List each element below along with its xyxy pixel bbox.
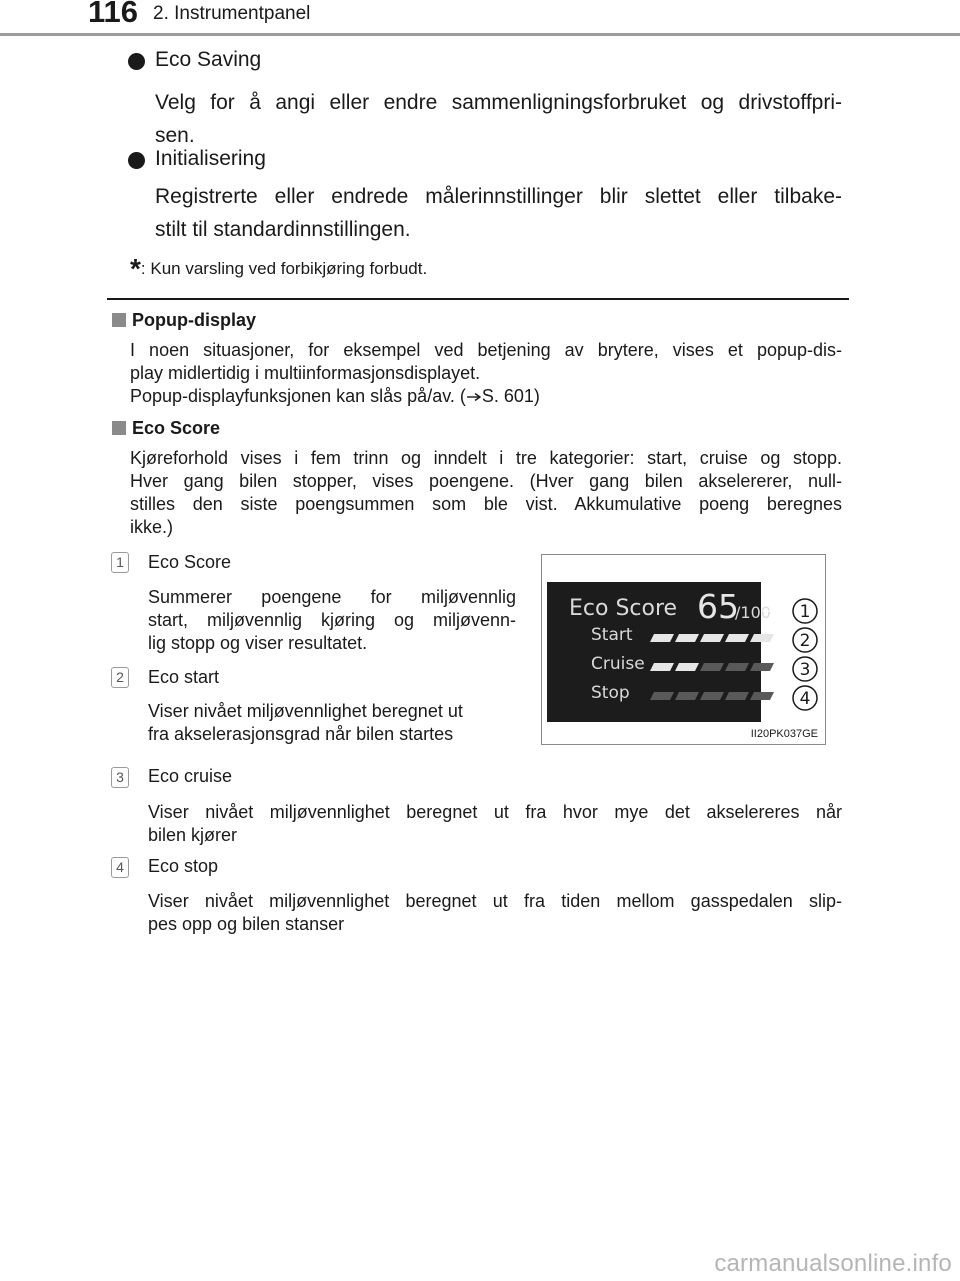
callout-number: 4 (799, 689, 811, 709)
level-segment (700, 692, 724, 700)
popup-section-text (130, 339, 842, 408)
level-segment (725, 692, 749, 700)
eco-score-display (547, 582, 820, 722)
text-line: Velg for å angi eller endre sammenligningsforbruket og drivstoffpri- (155, 91, 842, 114)
item-title-eco-start: Eco start (148, 667, 220, 687)
bullet-title: Eco Saving (155, 48, 262, 71)
item-desc-eco-stop (148, 890, 842, 936)
section-divider (107, 298, 849, 300)
footnote-marker: * (130, 253, 141, 284)
bullet-initialisering-text (155, 180, 842, 246)
display-title: Eco Score (569, 596, 678, 621)
level-segment (725, 663, 749, 671)
section-square-icon (112, 421, 126, 435)
figure-code: II20PK037GE (750, 728, 818, 740)
page-reference: S. 601) (481, 386, 540, 406)
bullet-title: Initialisering (155, 147, 266, 170)
text-line: pes opp og bilen stanser (148, 914, 345, 934)
header-divider (0, 33, 960, 36)
footnote (130, 249, 428, 284)
item-number: 3 (111, 767, 129, 788)
section-heading-text: Popup-display (132, 310, 257, 330)
text-line: stilt til standardinnstillingen. (155, 218, 411, 241)
text-line: lig stopp og viser resultatet. (148, 633, 368, 653)
text-line: Registrerte eller endrede målerinnstillinger blir slettet eller tilbake- (155, 185, 842, 208)
level-segment (650, 634, 674, 642)
item-number: 1 (111, 552, 129, 573)
chapter-title: 2. Instrumentpanel (153, 3, 311, 24)
bullet-dot-icon (128, 152, 145, 169)
level-segment (700, 663, 724, 671)
text-line: I noen situasjoner, for eksempel ved betjening av brytere, vises et popup-dis- (130, 340, 842, 360)
bullet-eco-saving-text (155, 86, 842, 152)
text-line: stilles den siste poengsummen som ble vist. Akkumulative poeng beregnes (130, 494, 842, 514)
text-line: Hver gang bilen stopper, vises poengene. (Hver gang bilen akselererer, null- (130, 471, 842, 491)
section-heading-text: Eco Score (132, 418, 221, 438)
eco-section-text (130, 447, 842, 539)
text-line: Summerer poengene for miljøvennlig (148, 587, 516, 607)
footnote-text: : Kun varsling ved forbikjøring forbudt. (140, 259, 428, 278)
level-segment (675, 663, 699, 671)
display-row-label: Stop (591, 683, 630, 703)
text-line: Kjøreforhold vises i fem trinn og inndelt i tre kategorier: start, cruise og stopp. (130, 448, 842, 468)
text-fragment: Popup-displayfunksjonen kan slås på/av. ( (130, 386, 466, 406)
display-score-max: /100 (735, 603, 771, 622)
page-number: 116 (88, 0, 139, 29)
display-row-label: Start (591, 625, 633, 645)
callout-number: 3 (799, 660, 811, 680)
level-segment (750, 634, 774, 642)
text-line: bilen kjører (148, 825, 238, 845)
text-line: start, miljøvennlig kjøring og miljøvenn- (148, 610, 516, 630)
callout-number: 2 (799, 631, 811, 651)
text-line: play midlertidig i multiinformasjonsdisplayet. (130, 363, 481, 383)
level-segment (725, 634, 749, 642)
display-score: 65 (697, 587, 739, 626)
eco-score-figure (541, 554, 826, 745)
level-segment (675, 634, 699, 642)
item-number: 2 (111, 667, 129, 688)
text-line: Viser nivået miljøvennlighet beregnet ut (148, 701, 463, 721)
text-line: fra akselerasjonsgrad når bilen startes (148, 724, 454, 744)
display-row-label: Cruise (591, 654, 645, 674)
item-number: 4 (111, 857, 129, 878)
level-segment (700, 634, 724, 642)
item-title-eco-score: Eco Score (148, 552, 232, 572)
text-line: Viser nivået miljøvennlighet beregnet ut fra tiden mellom gasspedalen slip- (148, 891, 842, 911)
text-line (130, 385, 842, 408)
section-heading-popup (112, 310, 256, 331)
item-desc-eco-cruise (148, 801, 842, 847)
item-desc-eco-start (148, 700, 516, 746)
level-segment (750, 663, 774, 671)
bullet-dot-icon (128, 53, 145, 70)
item-desc-eco-score (148, 586, 516, 655)
level-segment (650, 692, 674, 700)
level-segment (650, 663, 674, 671)
level-segment (750, 692, 774, 700)
section-square-icon (112, 313, 126, 327)
text-line: sen. (155, 124, 195, 147)
callout-number: 1 (799, 602, 811, 622)
level-segment (675, 692, 699, 700)
text-line: ikke.) (130, 517, 174, 537)
watermark: carmanualsonline.info (714, 1250, 952, 1277)
arrow-right-icon (466, 392, 482, 402)
item-title-eco-cruise: Eco cruise (148, 766, 233, 786)
text-line: Viser nivået miljøvennlighet beregnet ut fra hvor mye det akselereres når (148, 802, 842, 822)
section-heading-eco-score (112, 418, 220, 439)
item-title-eco-stop: Eco stop (148, 856, 219, 876)
